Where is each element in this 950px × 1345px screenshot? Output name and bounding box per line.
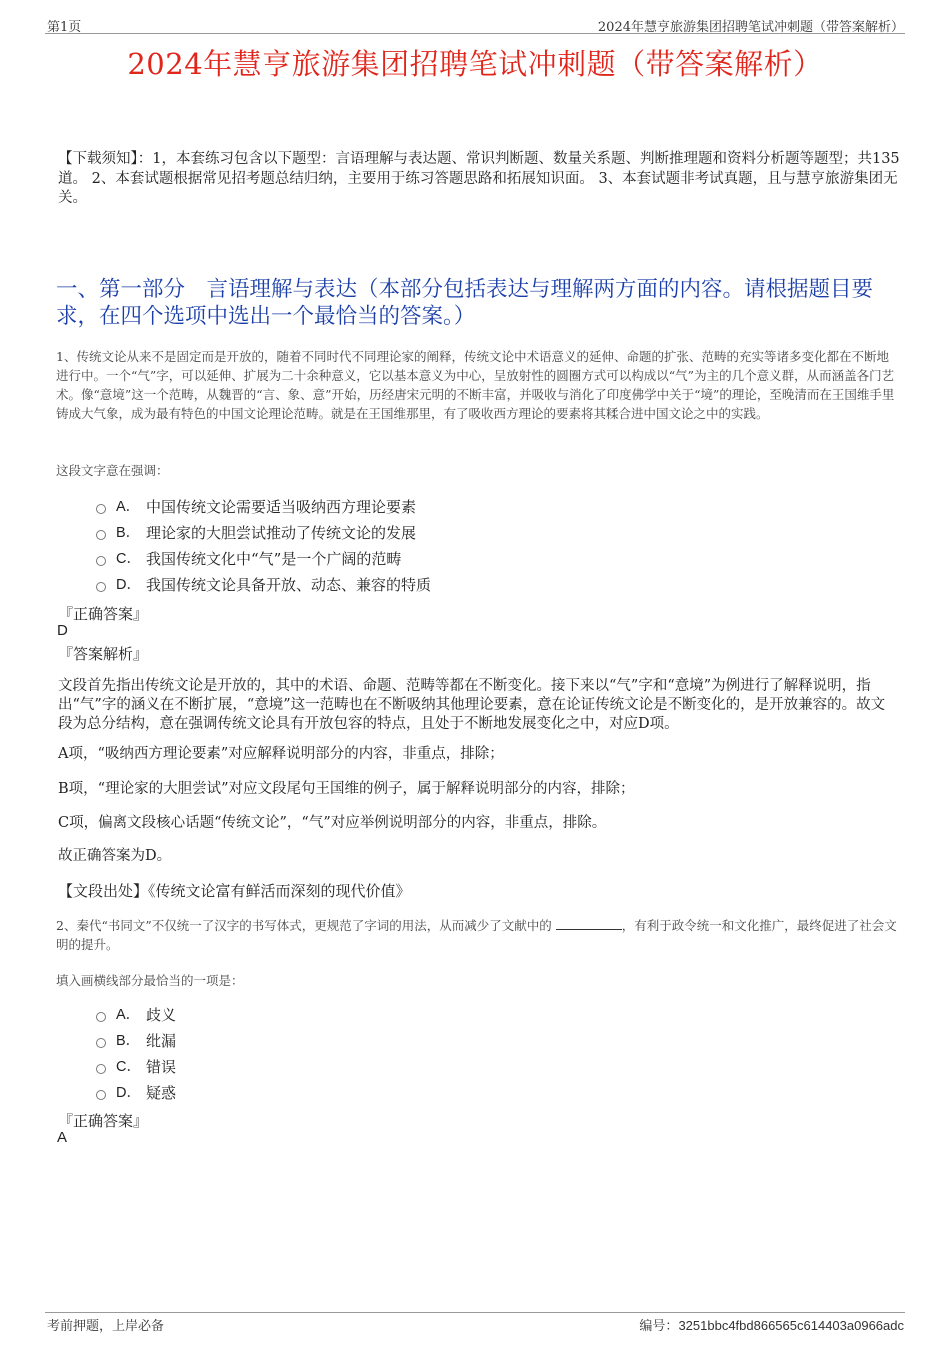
radio-button-icon[interactable] [96,1038,106,1048]
q2-option-d[interactable] [96,1082,176,1104]
option-letter: B． [116,1033,141,1049]
option-letter: D． [116,577,141,593]
question-2-text [56,916,898,954]
radio-button-icon[interactable] [96,1090,106,1100]
footer-slogan: 考前押题，上岸必备 [47,1319,165,1334]
radio-button-icon[interactable] [96,556,106,566]
radio-button-icon[interactable] [96,1064,106,1074]
question-1-prompt: 这段文字意在强调： [56,463,169,478]
q1-analysis-option-b: B项，“理论家的大胆尝试”对应文段尾句王国维的例子，属于解释说明部分的内容，排除； [58,781,635,797]
q2-option-c[interactable] [96,1056,176,1078]
q1-analysis-conclusion: 故正确答案为D。 [58,848,172,864]
radio-button-icon[interactable] [96,530,106,540]
q2-option-b[interactable] [96,1030,176,1052]
option-text: 歧义 [146,1006,177,1024]
option-text: 理论家的大胆尝试推动了传统文论的发展 [146,524,417,542]
option-letter: A． [116,1007,141,1023]
q1-option-b[interactable] [96,522,416,544]
question-2-prompt: 填入画横线部分最恰当的一项是： [56,973,244,988]
section-heading: 一、第一部分 言语理解与表达（本部分包括表达与理解两方面的内容。请根据题目要求，在四个选项中选出一个最恰当的答案。） [56,277,874,329]
header-doc-title: 2024年慧亨旅游集团招聘笔试冲刺题（带答案解析） [597,20,904,35]
option-letter: B． [116,525,141,541]
q1-analysis-label: 『答案解析』 [58,645,149,663]
radio-button-icon[interactable] [96,1012,106,1022]
download-notice: 【下载须知】：1，本套练习包含以下题型：言语理解与表达题、常识判断题、数量关系题、判断推理题和资料分析题等题型；共135道。 2、本套试题根据常见招考题总结归纳，主要用于练习答题思路和拓展知识面。 3、本套试题非考试真题，且与慧亨旅游集团无关。 [58,151,900,206]
q1-analysis-option-a: A项，“吸纳西方理论要素”对应解释说明部分的内容，非重点，排除； [58,746,504,762]
option-text: 我国传统文论具备开放、动态、兼容的特质 [146,576,432,594]
question-2-text-before: 2、秦代“书同文”不仅统一了汉字的书写体式，更规范了字词的用法，从而减少了文献中的 [56,918,552,933]
question-2-text-after: ，有利于政令统一和文化推广，最终促进了社会文明的提升。 [56,918,897,952]
option-text: 疑惑 [146,1084,177,1102]
page-title: 2024年慧亨旅游集团招聘笔试冲刺题（带答案解析） [127,47,823,81]
q1-option-d[interactable] [96,574,431,596]
option-text: 错误 [146,1058,177,1076]
option-letter: A． [116,499,141,515]
footer-code-value: 3251bbc4fbd866565c614403a0966adc [678,1318,904,1333]
footer-code [639,1315,904,1334]
q2-answer: A [57,1129,68,1146]
header-divider [45,33,905,34]
page-number: 第1页 [47,20,82,35]
q1-answer: D [57,622,68,639]
fill-in-blank [556,917,622,930]
footer-code-label: 编号： [639,1319,679,1334]
q1-answer-label: 『正确答案』 [58,605,149,623]
option-text: 中国传统文论需要适当吸纳西方理论要素 [146,498,417,516]
footer-divider [45,1312,905,1313]
q1-analysis-paragraph: 文段首先指出传统文论是开放的，其中的术语、命题、范畴等都在不断变化。接下来以“气”字和“意境”为例进行了解释说明，指出“气”字的涵义在不断扩展，“意境”这一范畴也在不断吸纳其他理论要素，意在论证传统文论是不断变化的，是开放兼容的。故文段为总分结构，意在强调传统文论具有开放包容的特点，且处于不断地发展变化之中，对应D项。 [58,678,886,732]
question-1-text: 1、传统文论从来不是固定而是开放的，随着不同时代不同理论家的阐释，传统文论中术语意义的延伸、命题的扩张、范畴的充实等诸多变化都在不断地进行中。一个“气”字，可以延伸、扩展为二十余种意义，它以基本意义为中心，呈放射性的圆圈方式可以构成以“气”为主的几个意义群，从而涵盖各门艺术。像“意境”这一个范畴，从魏晋的“言、象、意”开始，历经唐宋元明的不断丰富，并吸收与消化了印度佛学中关于“境”的理论，至晚清而在王国维手里铸成大气象，成为最有特色的中国文论理论范畴。就是在王国维那里，有了吸收西方理论的要素将其糅合进中国文论之中的实践。 [56,349,895,421]
q1-source: 【文段出处】《传统文论富有鲜活而深刻的现代价值》 [58,882,411,900]
q1-option-c[interactable] [96,548,401,570]
option-letter: C． [116,1059,141,1075]
radio-button-icon[interactable] [96,504,106,514]
option-text: 我国传统文化中“气”是一个广阔的范畴 [146,550,402,568]
q2-answer-label: 『正确答案』 [58,1112,149,1130]
q1-analysis-option-c: C项，偏离文段核心话题“传统文论”，“气”对应举例说明部分的内容，非重点，排除。 [58,815,607,831]
q1-option-a[interactable] [96,496,416,518]
option-text: 纰漏 [146,1032,177,1050]
q2-option-a[interactable] [96,1004,176,1026]
radio-button-icon[interactable] [96,582,106,592]
option-letter: D． [116,1085,141,1101]
option-letter: C． [116,551,141,567]
